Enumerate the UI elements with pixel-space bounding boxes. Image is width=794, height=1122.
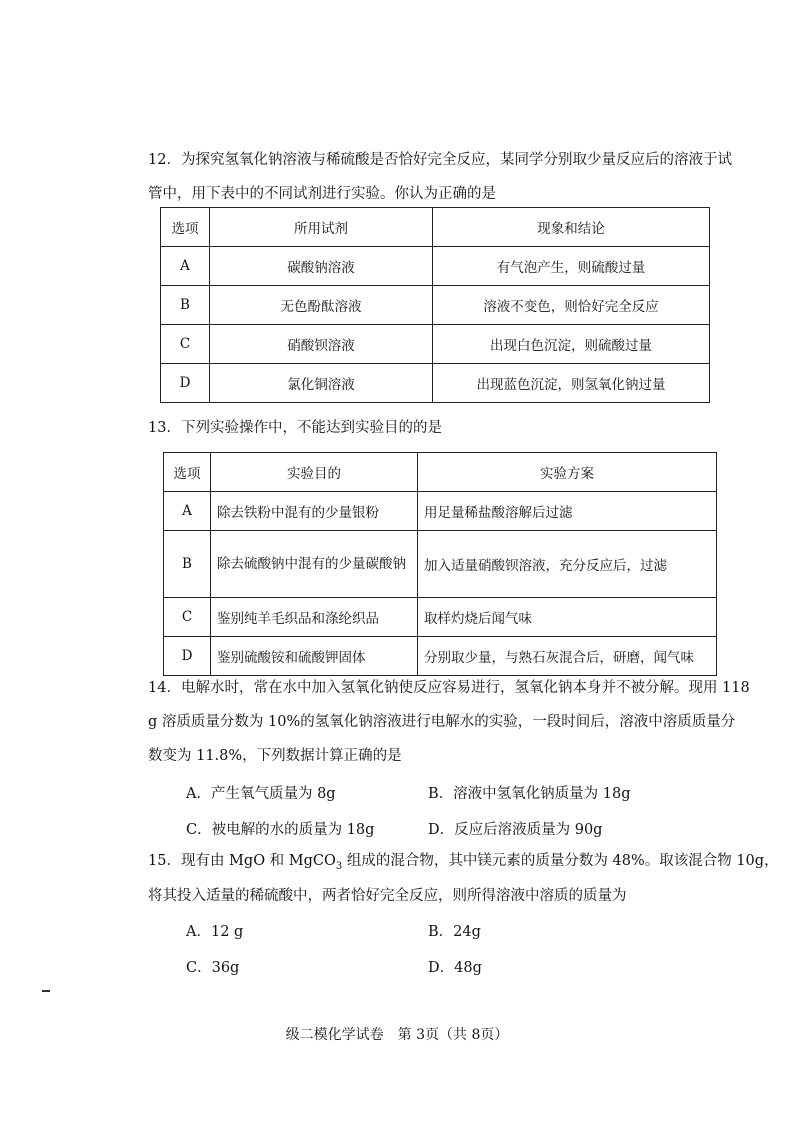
table-row: [164, 531, 717, 598]
reagent-cell: 碳酸钠溶液: [210, 247, 433, 286]
table-row: [161, 364, 710, 403]
q13-stem: 13．下列实验操作中，不能达到实验目的的是: [148, 420, 442, 436]
q14-option-a: A．产生氧气质量为 8g: [186, 786, 336, 802]
table-row: [161, 325, 710, 364]
reagent-cell: 硝酸钡溶液: [210, 325, 433, 364]
option-cell: A: [164, 492, 211, 531]
conclusion-cell: 出现蓝色沉淀，则氢氧化钠过量: [433, 364, 710, 403]
header-cell: 现象和结论: [433, 208, 710, 247]
header-cell: 选项: [164, 453, 211, 492]
table-row: [164, 492, 717, 531]
q14-stem-line1: 14．电解水时，常在水中加入氢氧化钠使反应容易进行，氢氧化钠本身并不被分解。现用 118: [148, 680, 750, 696]
header-cell: 实验方案: [418, 453, 717, 492]
scan-mark: [42, 990, 50, 992]
table-row: [161, 247, 710, 286]
method-cell: 取样灼烧后闻气味: [418, 598, 717, 637]
option-cell: B: [164, 531, 211, 598]
method-cell: 用足量稀盐酸溶解后过滤: [418, 492, 717, 531]
option-cell: C: [164, 598, 211, 637]
q14-option-b: B．溶液中氢氧化钠质量为 18g: [428, 786, 631, 802]
q15-subscript: 3: [335, 860, 343, 872]
q12-stem-line1: 12．为探究氢氧化钠溶液与稀硫酸是否恰好完全反应，某同学分别取少量反应后的溶液于试: [148, 152, 732, 168]
reagent-cell: 无色酚酞溶液: [210, 286, 433, 325]
q15-option-b: B．24g: [428, 924, 481, 940]
q15-option-a: A．12 g: [186, 924, 244, 940]
conclusion-cell: 有气泡产生，则硫酸过量: [433, 247, 710, 286]
reagent-cell: 氯化铜溶液: [210, 364, 433, 403]
q15-option-d: D．48g: [428, 960, 482, 976]
method-cell: 分别取少量，与熟石灰混合后，研磨，闻气味: [418, 637, 717, 676]
q14-stem-line3: 数变为 11.8%，下列数据计算正确的是: [148, 748, 402, 764]
option-cell: C: [161, 325, 210, 364]
table-header-row: [161, 208, 710, 247]
q12-table: [160, 207, 710, 403]
table-row: [164, 637, 717, 676]
purpose-cell: 鉴别纯羊毛织品和涤纶织品: [211, 598, 418, 637]
page-footer: 级二模化学试卷 第 3页（共 8页）: [285, 1027, 509, 1043]
option-cell: B: [161, 286, 210, 325]
purpose-cell: 鉴别硫酸铵和硫酸钾固体: [211, 637, 418, 676]
header-cell: 选项: [161, 208, 210, 247]
conclusion-cell: 溶液不变色，则恰好完全反应: [433, 286, 710, 325]
table-header-row: [164, 453, 717, 492]
q14-stem-line2: g 溶质质量分数为 10%的氢氧化钠溶液进行电解水的实验，一段时间后，溶液中溶质质量分: [148, 714, 736, 730]
q15-stem-line1: [148, 851, 779, 877]
method-cell: 加入适量硝酸钡溶液，充分反应后，过滤: [418, 531, 717, 598]
q15-stem-line2: 将其投入适量的稀硫酸中，两者恰好完全反应，则所得溶液中溶质的质量为: [148, 888, 627, 904]
option-cell: D: [164, 637, 211, 676]
q13-table: [163, 452, 717, 676]
q15-stem-part1: 15．现有由 MgO 和 MgCO: [148, 853, 336, 869]
conclusion-cell: 出现白色沉淀，则硫酸过量: [433, 325, 710, 364]
header-cell: 实验目的: [211, 453, 418, 492]
q14-option-d: D．反应后溶液质量为 90g: [428, 822, 603, 838]
q15-option-c: C．36g: [186, 960, 240, 976]
option-cell: A: [161, 247, 210, 286]
q12-stem-line2: 管中，用下表中的不同试剂进行实验。你认为正确的是: [148, 186, 496, 202]
table-row: [161, 286, 710, 325]
purpose-cell: 除去硫酸钠中混有的少量碳酸钠: [211, 531, 418, 598]
option-cell: D: [161, 364, 210, 403]
table-row: [164, 598, 717, 637]
q14-option-c: C．被电解的水的质量为 18g: [186, 822, 375, 838]
q15-stem-part2: 组成的混合物，其中镁元素的质量分数为 48%。取该混合物 10g，: [342, 853, 779, 869]
purpose-cell: 除去铁粉中混有的少量银粉: [211, 492, 418, 531]
header-cell: 所用试剂: [210, 208, 433, 247]
